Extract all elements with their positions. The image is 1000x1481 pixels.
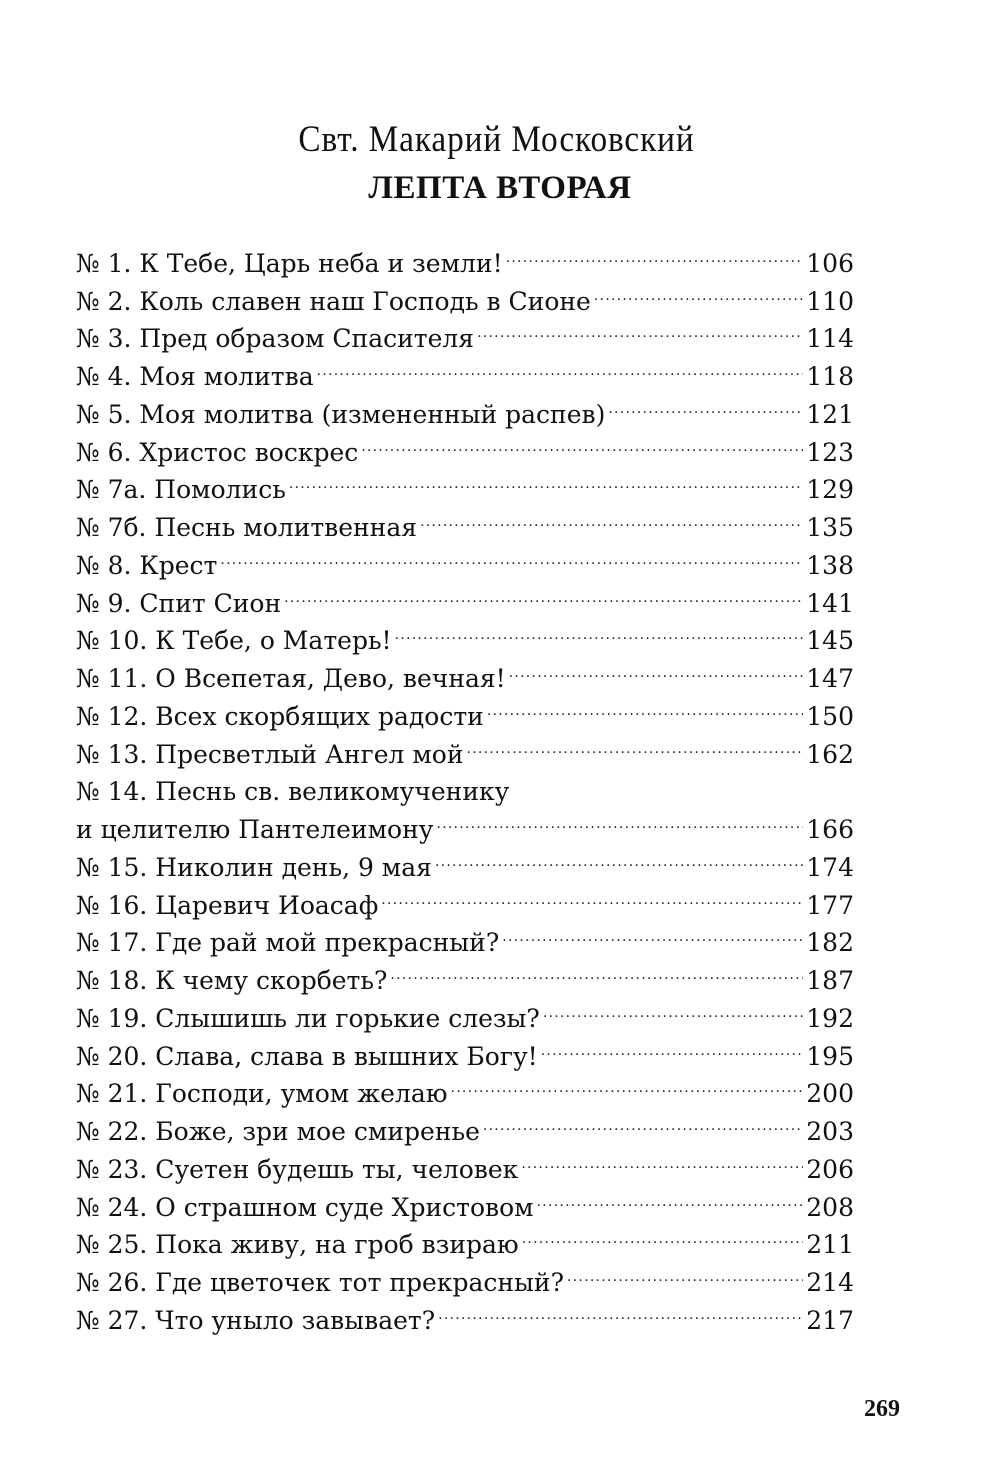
toc-entry-page: 206	[806, 1154, 854, 1184]
toc-entry-page: 203	[806, 1117, 854, 1146]
toc-entry-title: № 17. Где рай мой прекрасный?	[76, 928, 500, 958]
toc-entry-page: 147	[806, 664, 854, 693]
dot-leader	[435, 838, 803, 876]
toc-entry-page: 182	[806, 928, 854, 958]
toc-entry-page: 177	[806, 890, 854, 920]
dot-leader	[512, 763, 851, 801]
dot-leader	[289, 461, 803, 499]
toc-entry-title: № 16. Царевич Иоасаф	[76, 890, 379, 920]
toc-entry-title: № 10. К Тебе, о Матерь!	[76, 626, 392, 656]
toc-entry-title: № 13. Пресветлый Ангел мой	[76, 739, 464, 769]
toc-entry-title: № 24. О страшном суде Христовом	[76, 1192, 534, 1222]
toc-entry-page: 145	[806, 626, 854, 656]
toc-entry-title: № 9. Спит Сион	[76, 588, 282, 618]
toc-entry-title: № 14. Песнь св. великомученику	[76, 777, 510, 807]
toc-entry-page: 123	[806, 437, 854, 467]
toc-entry-title: № 5. Моя молитва (измененный распев)	[76, 399, 606, 429]
dot-leader	[436, 800, 803, 838]
dot-leader	[451, 1065, 804, 1103]
toc-entry-page: 138	[806, 550, 854, 580]
dot-leader	[477, 310, 803, 348]
toc-entry-page: 195	[806, 1041, 854, 1071]
toc-entry-title: № 18. К чему скорбеть?	[76, 966, 388, 995]
dot-leader	[506, 234, 804, 272]
toc-entry-title: № 25. Пока живу, на гроб взираю	[76, 1230, 519, 1260]
toc-entry-title: № 12. Всех скорбящих радости	[76, 701, 484, 731]
toc-entry-title: № 26. Где цветочек тот прекрасный?	[76, 1268, 565, 1297]
toc-entry-title: № 7б. Песнь молитвенная	[76, 513, 418, 542]
dot-leader	[220, 536, 803, 574]
toc-entry-title: № 22. Боже, зри мое смиренье	[76, 1117, 480, 1146]
toc-entry	[76, 234, 854, 278]
toc-entry-title: № 19. Слышишь ли горькие слезы?	[76, 1003, 540, 1033]
dot-leader	[537, 1178, 804, 1216]
dot-leader	[502, 914, 803, 952]
page-number: 269	[864, 1396, 900, 1422]
toc-entry-title: № 21. Господи, умом желаю	[76, 1079, 448, 1109]
dot-leader	[361, 423, 803, 461]
toc-entry-page: 141	[806, 588, 854, 618]
toc-entry-title: № 7а. Помолись	[76, 475, 286, 505]
toc-entry-title: № 23. Суетен будешь ты, человек	[76, 1154, 519, 1184]
toc-entry-title: № 8. Крест	[76, 550, 218, 580]
dot-leader	[594, 272, 803, 310]
dot-leader	[466, 725, 803, 763]
toc-entry-page: 211	[806, 1230, 854, 1260]
dot-leader	[483, 1102, 803, 1140]
toc-entry-page: 187	[806, 966, 854, 995]
author-line: Свт. Макарий Московский	[298, 119, 695, 160]
toc-entry-title: № 4. Моя молитва	[76, 362, 314, 391]
toc-entry-page: 150	[806, 701, 854, 731]
toc-entry-page: 114	[806, 324, 854, 354]
toc-entry-page: 200	[806, 1079, 854, 1109]
dot-leader	[543, 989, 803, 1027]
dot-leader	[541, 1027, 804, 1065]
toc-entry-page: 110	[806, 286, 854, 316]
dot-leader	[509, 649, 804, 687]
toc-entry-page: 162	[806, 739, 854, 769]
dot-leader	[381, 876, 803, 914]
toc-entry-title: № 2. Коль славен наш Господь в Сионе	[76, 286, 591, 316]
dot-leader	[522, 1216, 804, 1254]
toc-entry-page: 106	[806, 248, 854, 278]
toc-entry-title: № 20. Слава, слава в вышних Богу!	[76, 1041, 538, 1071]
toc-entry-title: и целителю Пантелеимону	[76, 815, 434, 844]
toc-entry-title: № 11. О Всепетая, Дево, вечная!	[76, 664, 506, 693]
dot-leader	[420, 498, 803, 536]
toc-entry-page: 118	[806, 362, 854, 391]
dot-leader	[567, 1253, 803, 1291]
dot-leader	[438, 1291, 803, 1329]
dot-leader	[317, 347, 804, 385]
toc-entry-title: № 3. Пред образом Спасителя	[76, 324, 475, 354]
toc-entry-page: 217	[806, 1305, 854, 1335]
toc-entry-page: 192	[806, 1003, 854, 1033]
toc-entry-page: 174	[806, 852, 854, 882]
dot-leader	[395, 612, 804, 650]
toc-entry-page: 166	[806, 815, 854, 844]
toc-entry-title: № 27. Что уныло завывает?	[76, 1305, 436, 1335]
dot-leader	[608, 385, 803, 423]
dot-leader	[521, 1140, 803, 1178]
toc-entry-title: № 15. Николин день, 9 мая	[76, 852, 432, 882]
toc-entry-page: 135	[806, 513, 854, 542]
table-of-contents	[76, 234, 854, 1335]
dot-leader	[284, 574, 803, 612]
dot-leader	[390, 951, 803, 989]
toc-entry-title: № 6. Христос воскрес	[76, 437, 359, 467]
section-title: ЛЕПТА ВТОРАЯ	[368, 170, 632, 206]
dot-leader	[487, 687, 803, 725]
toc-entry-page: 214	[806, 1268, 854, 1297]
toc-entry-page: 121	[806, 399, 854, 429]
toc-entry-page: 129	[806, 475, 854, 505]
toc-entry-title: № 1. К Тебе, Царь неба и земли!	[76, 248, 503, 278]
toc-entry-page: 208	[806, 1192, 854, 1222]
